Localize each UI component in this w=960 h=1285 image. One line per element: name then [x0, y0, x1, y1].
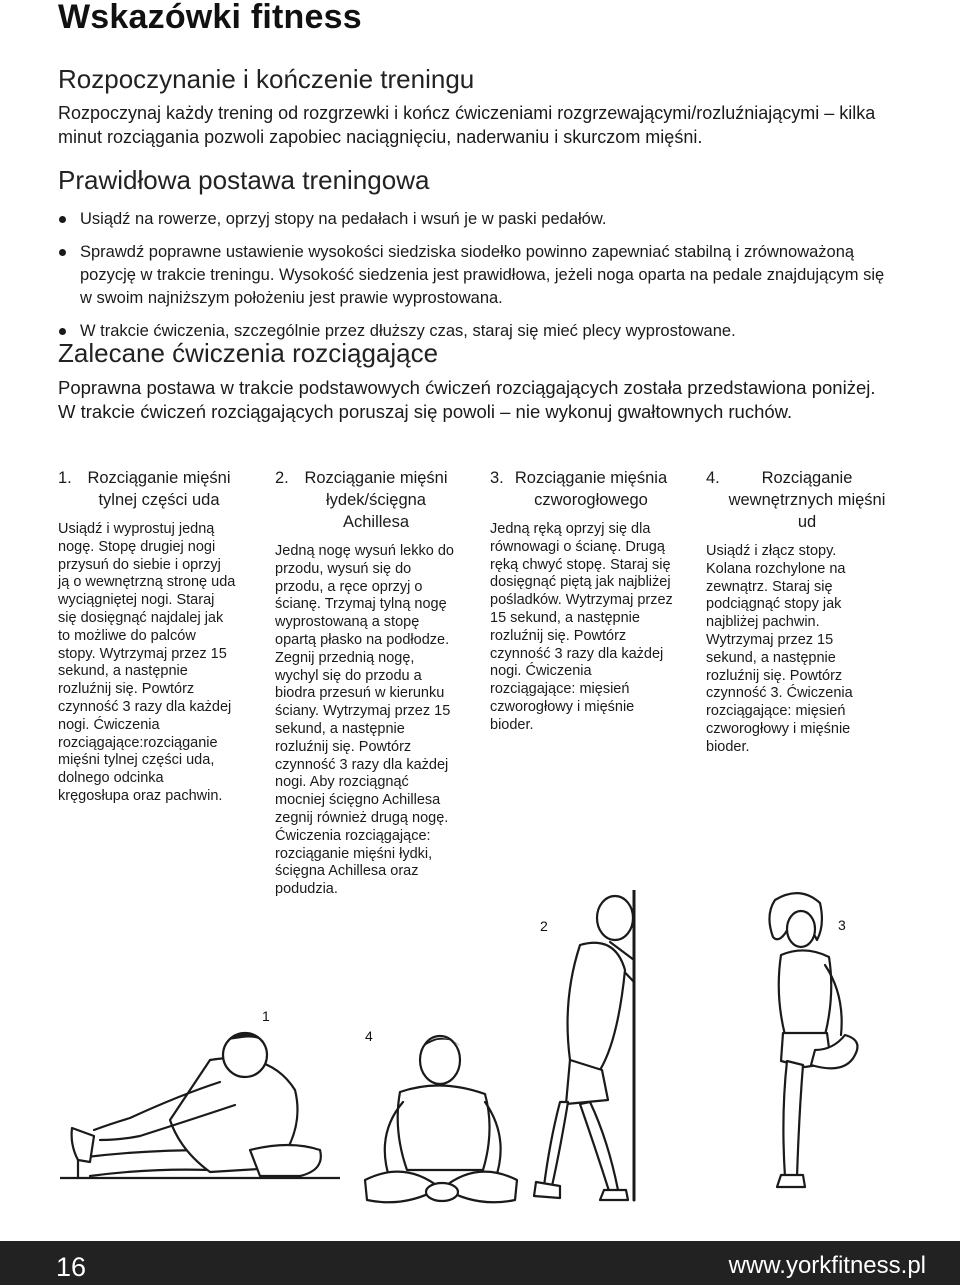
figure-3 [745, 885, 880, 1190]
exercise-title: Rozciąganie mięśni łydek/ścięgna Achillesa [304, 469, 448, 531]
posture-bullet-list [58, 208, 898, 353]
exercise-title: Rozciąganie wewnętrznych mięśni ud [728, 469, 886, 531]
section-text-stretching: Poprawna postawa w trakcie podstawowych ćwiczeń rozciągających została przedstawiona poniżej. W trakcie ćwiczeń rozciągających poruszaj się powoli – nie wykonuj gwałtownych ruchów. [58, 377, 876, 422]
exercise-body: Jedną ręką oprzyj się dla równowagi o ścianę. Drugą ręką chwyć stopę. Staraj się dosięgnąć piętą jak najbliżej pośladków. Wytrzymaj przez 15 sekund, a następnie rozluźnij się. Powtórz czynność 3 razy dla każdej nogi. Ćwiczenia rozciągające: mięsień czworogłowy i mięśnie bioder. [490, 521, 673, 733]
exercise-column-1 [58, 467, 258, 806]
exercise-number: 2. [275, 469, 289, 487]
figure-number: 1 [262, 1008, 270, 1024]
section-heading-warmup: Rozpoczynanie i kończenie treningu [58, 64, 475, 94]
exercise-number: 1. [58, 469, 72, 487]
exercise-body: Usiądź i złącz stopy. Kolana rozchylone na zewnątrz. Staraj się podciągnąć stopy jak najbliżej pachwin. Wytrzymaj przez 15 sekund, a następnie rozluźnij się. Powtórz czynność 3. Ćwiczenia rozciągające: mięsień czworogłowy i mięśnie bioder. [706, 543, 853, 755]
website-link[interactable]: www.yorkfitness.pl [728, 1252, 926, 1279]
person-calf-stretch-wall-icon [530, 890, 660, 1215]
page-footer [0, 1241, 960, 1285]
exercise-number: 3. [490, 469, 504, 487]
figure-number: 3 [838, 917, 846, 933]
page-title: Wskazówki fitness [58, 0, 362, 36]
exercise-body: Jedną nogę wysuń lekko do przodu, wysuń się do przodu, a ręce oprzyj o ścianę. Trzymaj tylną nogę wyprostowaną a stopę opartą płasko na podłodze. Zegnij przednią nogę, wychyl się do przodu a biodra przesuń w kierunku ściany. Wytrzymaj przez 15 sekund, a następnie rozluźnij się. Powtórz czynność 3 razy dla każdej nogi. Aby rozciągnąć mocniej ścięgno Achillesa zegnij również drugą nogę. Ćwiczenia rozciągające: rozciąganie mięśni łydki, ścięgna Achillesa oraz podudzia. [275, 543, 454, 898]
bullet-item: Usiądź na rowerze, oprzyj stopy na pedałach i wsuń je w paski pedałów. [58, 208, 898, 231]
exercise-column-4 [706, 467, 906, 757]
exercise-title: Rozciąganie mięśnia czworogłowego [514, 469, 668, 509]
exercise-column-3 [490, 467, 690, 735]
figure-number: 4 [365, 1028, 373, 1044]
section-heading-stretching: Zalecane ćwiczenia rozciągające [58, 338, 439, 368]
figure-number: 2 [540, 918, 548, 934]
figure-4 [345, 1020, 520, 1215]
section-heading-posture: Prawidłowa postawa treningowa [58, 165, 430, 195]
exercise-column-2 [275, 467, 475, 899]
person-butterfly-stretch-icon [345, 1020, 520, 1215]
bullet-item: Sprawdź poprawne ustawienie wysokości siedziska siodełko powinno zapewniać stabilną i zrównoważoną pozycję w trakcie treningu. Wysokość siedzenia jest prawidłowa, jeżeli noga oparta na pedale znajdującym się w swoim najniższym położeniu jest prawie wyprostowana. [58, 241, 898, 310]
bullet-item: W trakcie ćwiczenia, szczególnie przez dłuższy czas, staraj się mieć plecy wyprostowane. [58, 320, 898, 343]
exercise-number: 4. [706, 469, 720, 487]
person-seated-hamstring-stretch-icon [60, 1000, 340, 1200]
page-number: 16 [56, 1252, 87, 1282]
exercise-title: Rozciąganie mięśni tylnej części uda [87, 469, 231, 509]
person-quad-stretch-icon [745, 885, 880, 1190]
section-text-warmup: Rozpoczynaj każdy trening od rozgrzewki i kończ ćwiczeniami rozgrzewającymi/rozluźniającymi – kilka minut rozciągania pozwoli zapobiec naciągnięciu, naderwaniu i skurczom mięśni. [58, 103, 876, 147]
figure-1 [60, 1000, 340, 1200]
exercise-body: Usiądź i wyprostuj jedną nogę. Stopę drugiej nogi przysuń do siebie i oprzyj ją o wewnętrzną stronę uda wyciągniętej nogi. Staraj się dosięgnąć najdalej jak to możliwe do palców stopy. Wytrzymaj przez 15 sekund, a następnie rozluźnij się. Powtórz czynność 3 razy dla każdej nogi. Ćwiczenia rozciągające:rozciąganie mięśni tylnej części uda, dolnego odcinka kręgosłupa oraz pachwin. [58, 521, 236, 804]
figure-2 [530, 890, 660, 1215]
